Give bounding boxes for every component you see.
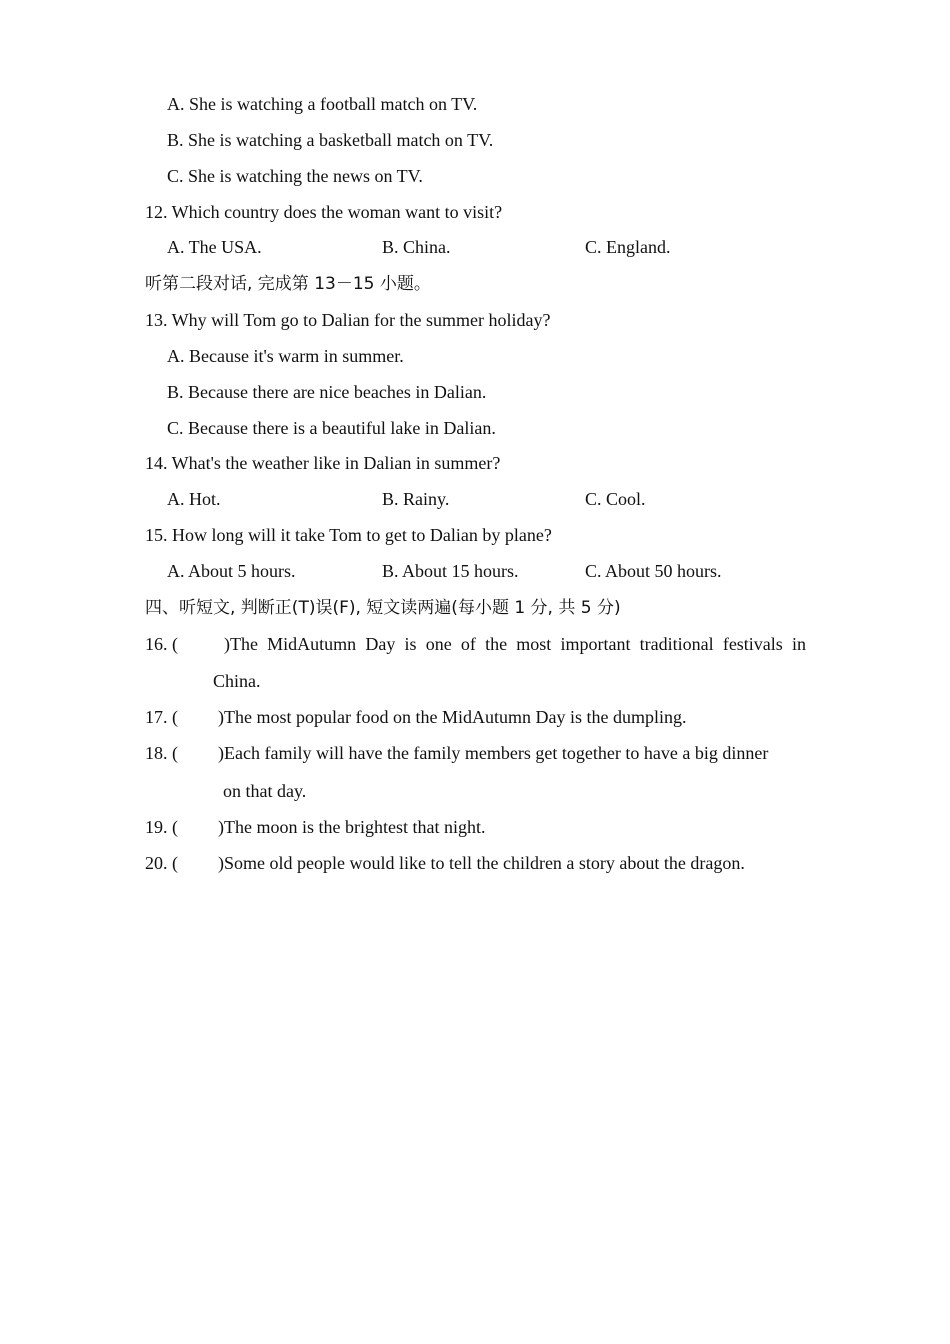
q15-option-c: C. About 50 hours. [585,561,722,581]
q11-option-c: C. She is watching the news on TV. [167,166,423,186]
q13-question: 13. Why will Tom go to Dalian for the summer holiday? [145,310,551,330]
q14-option-c: C. Cool. [585,489,646,509]
q11-option-a: A. She is watching a football match on TV. [167,94,478,114]
section-4-heading: 四、听短文, 判断正(T)误(F), 短文读两遍(每小题 1 分, 共 5 分) [145,598,621,618]
q12-option-c: C. England. [585,237,671,257]
tf-item-19-text: The moon is the brightest that night. [224,817,486,837]
tf-item-17-text: The most popular food on the MidAutumn Day is the dumpling. [224,707,687,727]
q13-option-c: C. Because there is a beautiful lake in Dalian. [167,418,496,438]
tf-item-18-text: Each family will have the family members get together to have a big dinner [224,743,769,763]
tf-item-16-text: The MidAutumn Day is one of the most important traditional festivals in [230,634,806,654]
q12-option-b: B. China. [382,237,451,257]
q13-option-a: A. Because it's warm in summer. [167,346,404,366]
tf-item-19-number: 19. ( [145,817,178,837]
tf-item-17-number: 17. ( [145,707,178,727]
q13-option-b: B. Because there are nice beaches in Dalian. [167,382,487,402]
tf-item-20-text: Some old people would like to tell the children a story about the dragon. [224,853,745,873]
tf-item-17-paren: ) [218,707,224,727]
tf-item-16-number: 16. ( [145,634,178,654]
section-dialog-2-heading: 听第二段对话, 完成第 13－15 小题。 [145,274,431,294]
q12-question: 12. Which country does the woman want to visit? [145,202,503,222]
tf-item-20-paren: ) [218,853,224,873]
q14-option-a: A. Hot. [167,489,221,509]
q14-option-b: B. Rainy. [382,489,450,509]
q15-option-b: B. About 15 hours. [382,561,519,581]
tf-item-16-paren: ) [224,634,230,654]
tf-item-18-continuation: on that day. [223,781,307,801]
q15-question: 15. How long will it take Tom to get to Dalian by plane? [145,525,552,545]
q15-option-a: A. About 5 hours. [167,561,296,581]
tf-item-18-paren: ) [218,743,224,763]
q11-option-b: B. She is watching a basketball match on TV. [167,130,494,150]
q14-question: 14. What's the weather like in Dalian in summer? [145,453,501,473]
tf-item-19-paren: ) [218,817,224,837]
tf-item-18-number: 18. ( [145,743,178,763]
tf-item-16-continuation: China. [213,671,261,691]
q12-option-a: A. The USA. [167,237,262,257]
tf-item-20-number: 20. ( [145,853,178,873]
